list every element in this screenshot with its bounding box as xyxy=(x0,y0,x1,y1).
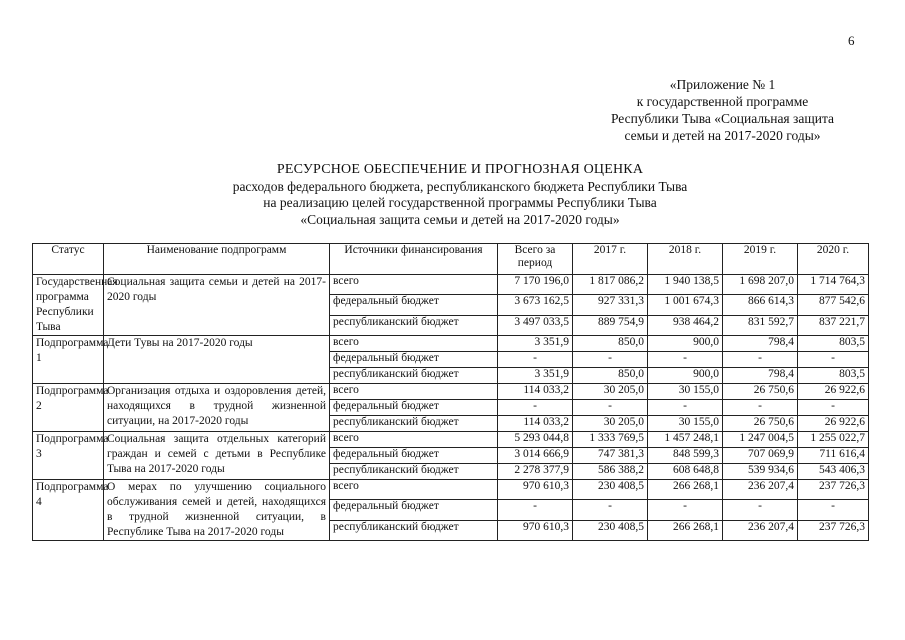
amount-2019: 26 750,6 xyxy=(723,384,798,400)
amount-2017: 850,0 xyxy=(573,336,648,352)
amount-2017: 747 381,3 xyxy=(573,448,648,464)
amount-2019: 26 750,6 xyxy=(723,416,798,432)
amount-total: 7 170 196,0 xyxy=(498,275,573,295)
amount-2020: 237 726,3 xyxy=(798,480,869,500)
amount-2018: 938 464,2 xyxy=(648,315,723,335)
header-total: Всего за период xyxy=(498,244,573,275)
amount-2019: 236 207,4 xyxy=(723,520,798,540)
amount-2017: 230 408,5 xyxy=(573,520,648,540)
funding-source: федеральный бюджет xyxy=(330,400,498,416)
header-2020: 2020 г. xyxy=(798,244,869,275)
amount-2019: 707 069,9 xyxy=(723,448,798,464)
title-line: расходов федерального бюджета, республиканского бюджета Республики Тыва xyxy=(232,178,688,194)
header-2018: 2018 г. xyxy=(648,244,723,275)
amount-2020: - xyxy=(798,400,869,416)
amount-2017: - xyxy=(573,500,648,520)
header-name: Наименование подпрограмм xyxy=(104,244,330,275)
amount-2017: 1 817 086,2 xyxy=(573,275,648,295)
program-name: Социальная защита отдельных категорий граждан и семей с детьми в Республике Тыва на 2017-2020 годы xyxy=(104,432,330,480)
amount-2020: 877 542,6 xyxy=(798,295,869,315)
funding-source: федеральный бюджет xyxy=(330,352,498,368)
amount-total: 3 351,9 xyxy=(498,368,573,384)
amount-2017: - xyxy=(573,400,648,416)
funding-source: федеральный бюджет xyxy=(330,295,498,315)
header-2019: 2019 г. xyxy=(723,244,798,275)
amount-2020: 237 726,3 xyxy=(798,520,869,540)
appendix-line: к государственной программе xyxy=(636,94,809,109)
amount-total: - xyxy=(498,352,573,368)
amount-2017: 586 388,2 xyxy=(573,464,648,480)
document-title xyxy=(165,162,755,228)
amount-2019: - xyxy=(723,400,798,416)
program-status: Подпрограмма 4 xyxy=(33,480,104,541)
funding-source: всего xyxy=(330,480,498,500)
amount-2018: 848 599,3 xyxy=(648,448,723,464)
funding-source: всего xyxy=(330,275,498,295)
page-number: 6 xyxy=(848,33,855,48)
amount-2020: 1 714 764,3 xyxy=(798,275,869,295)
table-header-row xyxy=(33,244,869,275)
funding-source: республиканский бюджет xyxy=(330,416,498,432)
amount-2017: 850,0 xyxy=(573,368,648,384)
appendix-line: семьи и детей на 2017-2020 годы» xyxy=(624,128,821,143)
funding-source: республиканский бюджет xyxy=(330,368,498,384)
amount-2020: 543 406,3 xyxy=(798,464,869,480)
funding-source: всего xyxy=(330,384,498,400)
amount-2018: 1 940 138,5 xyxy=(648,275,723,295)
amount-total: 114 033,2 xyxy=(498,384,573,400)
funding-source: республиканский бюджет xyxy=(330,520,498,540)
amount-2020: 1 255 022,7 xyxy=(798,432,869,448)
amount-2018: 900,0 xyxy=(648,368,723,384)
amount-2017: 230 408,5 xyxy=(573,480,648,500)
funding-source: всего xyxy=(330,432,498,448)
amount-2019: 1 247 004,5 xyxy=(723,432,798,448)
amount-2019: 866 614,3 xyxy=(723,295,798,315)
amount-2019: 1 698 207,0 xyxy=(723,275,798,295)
amount-2019: 798,4 xyxy=(723,336,798,352)
program-name: Дети Тувы на 2017-2020 годы xyxy=(104,336,330,384)
budget-table xyxy=(32,243,869,541)
amount-2020: 803,5 xyxy=(798,368,869,384)
table-row xyxy=(33,336,869,352)
amount-2020: - xyxy=(798,500,869,520)
program-status: Государственная программа Республики Тыва xyxy=(33,275,104,336)
amount-2018: 1 457 248,1 xyxy=(648,432,723,448)
amount-2020: 711 616,4 xyxy=(798,448,869,464)
table-row xyxy=(33,480,869,500)
amount-2019: 236 207,4 xyxy=(723,480,798,500)
amount-2017: 30 205,0 xyxy=(573,416,648,432)
amount-2020: - xyxy=(798,352,869,368)
program-status: Подпрограмма 3 xyxy=(33,432,104,480)
program-name: Организация отдыха и оздоровления детей, находящихся в трудной жизненной ситуации, на 2017-2020 годы xyxy=(104,384,330,432)
amount-2019: - xyxy=(723,352,798,368)
amount-2017: 1 333 769,5 xyxy=(573,432,648,448)
amount-2020: 26 922,6 xyxy=(798,384,869,400)
amount-2017: 30 205,0 xyxy=(573,384,648,400)
title-line: на реализацию целей государственной программы Республики Тыва xyxy=(263,195,657,210)
amount-2019: 539 934,6 xyxy=(723,464,798,480)
table-body xyxy=(33,275,869,541)
amount-2018: 1 001 674,3 xyxy=(648,295,723,315)
amount-total: 970 610,3 xyxy=(498,520,573,540)
amount-2018: - xyxy=(648,500,723,520)
header-source: Источники финансирования xyxy=(330,244,498,275)
amount-total: 3 673 162,5 xyxy=(498,295,573,315)
amount-total: 970 610,3 xyxy=(498,480,573,500)
amount-2019: - xyxy=(723,500,798,520)
amount-2018: 608 648,8 xyxy=(648,464,723,480)
amount-2018: - xyxy=(648,352,723,368)
amount-total: 5 293 044,8 xyxy=(498,432,573,448)
amount-total: 2 278 377,9 xyxy=(498,464,573,480)
header-2017: 2017 г. xyxy=(573,244,648,275)
amount-total: 3 014 666,9 xyxy=(498,448,573,464)
amount-2018: 266 268,1 xyxy=(648,520,723,540)
appendix-line: Республики Тыва «Социальная защита xyxy=(610,111,835,126)
funding-source: всего xyxy=(330,336,498,352)
amount-2019: 831 592,7 xyxy=(723,315,798,335)
amount-2017: - xyxy=(573,352,648,368)
amount-total: 3 351,9 xyxy=(498,336,573,352)
amount-2020: 837 221,7 xyxy=(798,315,869,335)
amount-2018: 266 268,1 xyxy=(648,480,723,500)
appendix-line: «Приложение № 1 xyxy=(669,77,776,92)
amount-2019: 798,4 xyxy=(723,368,798,384)
amount-2017: 927 331,3 xyxy=(573,295,648,315)
title-line: «Социальная защита семьи и детей на 2017-2020 годы» xyxy=(300,211,620,227)
funding-source: федеральный бюджет xyxy=(330,500,498,520)
amount-2017: 889 754,9 xyxy=(573,315,648,335)
title-line: РЕСУРСНОЕ ОБЕСПЕЧЕНИЕ И ПРОГНОЗНАЯ ОЦЕНКА xyxy=(276,162,644,177)
program-status: Подпрограмма 1 xyxy=(33,336,104,384)
appendix-header xyxy=(560,76,885,144)
amount-2018: 30 155,0 xyxy=(648,416,723,432)
table-row xyxy=(33,384,869,400)
funding-source: республиканский бюджет xyxy=(330,464,498,480)
amount-total: - xyxy=(498,500,573,520)
amount-total: 114 033,2 xyxy=(498,416,573,432)
amount-2018: 900,0 xyxy=(648,336,723,352)
amount-2020: 803,5 xyxy=(798,336,869,352)
program-status: Подпрограмма 2 xyxy=(33,384,104,432)
amount-2020: 26 922,6 xyxy=(798,416,869,432)
funding-source: республиканский бюджет xyxy=(330,315,498,335)
program-name: О мерах по улучшению социального обслуживания семей и детей, находящихся в трудной жизненной ситуации, в Республике Тыва на 2017-2020 годы xyxy=(104,480,330,541)
amount-2018: 30 155,0 xyxy=(648,384,723,400)
amount-total: - xyxy=(498,400,573,416)
program-name: Социальная защита семьи и детей на 2017-2020 годы xyxy=(104,275,330,336)
amount-2018: - xyxy=(648,400,723,416)
funding-source: федеральный бюджет xyxy=(330,448,498,464)
table-row xyxy=(33,432,869,448)
table-row xyxy=(33,275,869,295)
amount-total: 3 497 033,5 xyxy=(498,315,573,335)
header-status: Статус xyxy=(33,244,104,275)
